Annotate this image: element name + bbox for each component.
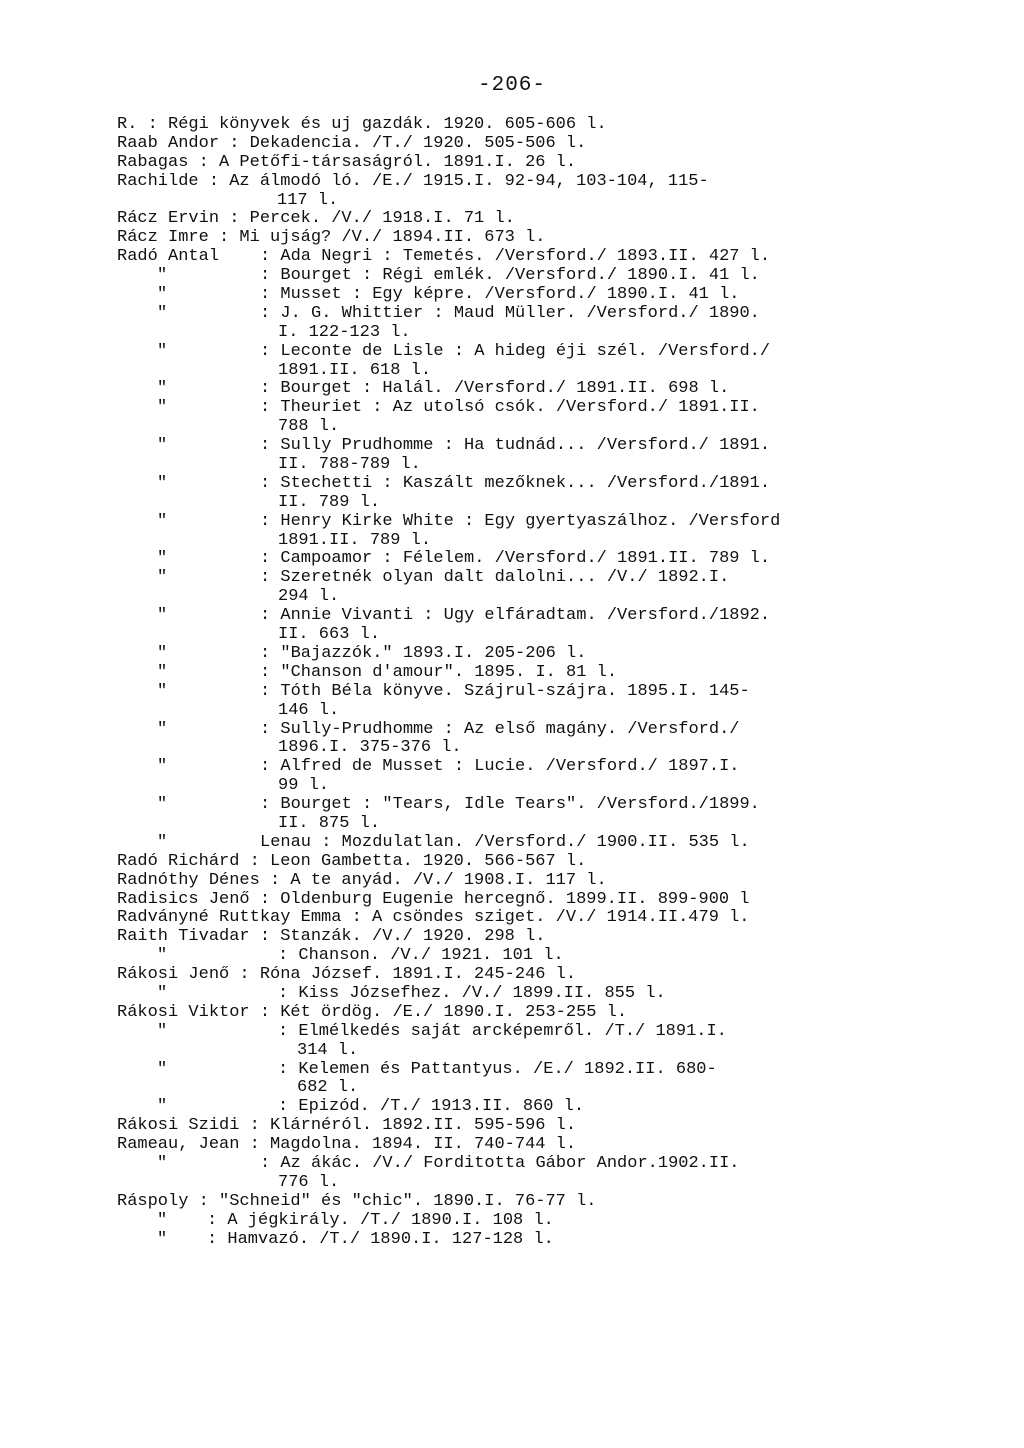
- author-column: ": [157, 795, 168, 815]
- author-column: ": [157, 341, 168, 361]
- index-line: [117, 135, 997, 154]
- entry-text: : "Bajazzók." 1893.I. 205-206 l.: [260, 643, 587, 663]
- author-column: ": [157, 379, 168, 399]
- entry-text: II. 663 l.: [278, 625, 381, 645]
- index-line: [117, 229, 997, 248]
- index-line: [117, 248, 997, 267]
- index-line: [117, 532, 997, 551]
- author-column: ": [157, 266, 168, 286]
- author-column: ": [157, 1153, 168, 1173]
- entry-text: 1891.II. 789 l.: [278, 530, 432, 550]
- entry-text: : "Chanson d'amour". 1895. I. 81 l.: [260, 662, 618, 682]
- author-column: ": [157, 285, 168, 305]
- index-line: [117, 1042, 997, 1061]
- index-line: [117, 947, 997, 966]
- entry-text: : Bourget : "Tears, Idle Tears". /Versford./1899.: [260, 795, 760, 815]
- entry-text: : A jégkirály. /T./ 1890.I. 108 l.: [207, 1210, 554, 1230]
- author-column: ": [157, 662, 168, 682]
- index-line: [117, 721, 997, 740]
- index-line: [117, 607, 997, 626]
- entry-text: : Elmélkedés saját arcképemről. /T./ 1891.I.: [278, 1021, 727, 1041]
- index-line: [117, 1212, 997, 1231]
- author-column: ": [157, 946, 168, 966]
- entry-text: : Ada Negri : Temetés. /Versford./ 1893.II. 427 l.: [260, 247, 771, 267]
- index-line: [117, 1117, 997, 1136]
- index-line: [117, 305, 997, 324]
- entry-text: : Alfred de Musset : Lucie. /Versford./ 1897.I.: [260, 757, 740, 777]
- author-column: ": [157, 511, 168, 531]
- entry-text: 99 l.: [278, 776, 330, 796]
- index-line: [117, 891, 997, 910]
- index-line: [117, 362, 997, 381]
- entry-text: Raab Andor : Dekadencia. /T./ 1920. 505-506 l.: [117, 133, 587, 153]
- index-line: [117, 267, 997, 286]
- index-line: [117, 1004, 997, 1023]
- index-line: [117, 626, 997, 645]
- entry-text: 1896.I. 375-376 l.: [278, 738, 462, 758]
- entry-text: Rákosi Jenő : Róna József. 1891.I. 245-246 l.: [117, 965, 577, 985]
- author-column: ": [157, 398, 168, 418]
- entry-text: Rácz Ervin : Percek. /V./ 1918.I. 71 l.: [117, 209, 515, 229]
- entry-text: : Szeretnék olyan dalt dalolni... /V./ 1892.I.: [260, 568, 730, 588]
- entry-text: Rácz Imre : Mi ujság? /V./ 1894.II. 673 l.: [117, 228, 546, 248]
- index-line: [117, 154, 997, 173]
- author-column: ": [157, 719, 168, 739]
- index-line: [117, 796, 997, 815]
- entry-text: : Leconte de Lisle : A hideg éji szél. /Versford./: [260, 341, 771, 361]
- author-column: ": [157, 1229, 168, 1249]
- index-line: [117, 872, 997, 891]
- index-entries: [117, 116, 997, 1249]
- index-line: [117, 494, 997, 513]
- index-line: [117, 1155, 997, 1174]
- page-number: -206-: [477, 74, 546, 97]
- entry-text: Rachilde : Az álmodó ló. /E./ 1915.I. 92-94, 103-104, 115-: [117, 171, 709, 191]
- index-line: [117, 1079, 997, 1098]
- entry-text: : Henry Kirke White : Egy gyertyaszálhoz. /Versford: [260, 511, 781, 531]
- index-line: [117, 909, 997, 928]
- entry-text: : Hamvazó. /T./ 1890.I. 127-128 l.: [207, 1229, 554, 1249]
- index-line: [117, 966, 997, 985]
- index-line: [117, 550, 997, 569]
- author-column: ": [157, 549, 168, 569]
- entry-text: : Bourget : Halál. /Versford./ 1891.II. 698 l.: [260, 379, 730, 399]
- index-line: [117, 418, 997, 437]
- entry-text: I. 122-123 l.: [278, 322, 411, 342]
- entry-text: : Bourget : Régi emlék. /Versford./ 1890.I. 41 l.: [260, 266, 760, 286]
- entry-text: 294 l.: [278, 587, 340, 607]
- index-line: [117, 343, 997, 362]
- index-line: [117, 739, 997, 758]
- entry-text: : Musset : Egy képre. /Versford./ 1890.I. 41 l.: [260, 285, 740, 305]
- entry-text: 776 l.: [278, 1172, 340, 1192]
- index-line: [117, 1174, 997, 1193]
- entry-text: : J. G. Whittier : Maud Müller. /Versford./ 1890.: [260, 303, 760, 323]
- index-line: [117, 437, 997, 456]
- index-line: [117, 1193, 997, 1212]
- entry-text: : Epizód. /T./ 1913.II. 860 l.: [278, 1097, 585, 1117]
- index-line: [117, 664, 997, 683]
- entry-text: : Az ákác. /V./ Forditotta Gábor Andor.1902.II.: [260, 1153, 740, 1173]
- entry-text: Ráspoly : "Schneid" és "chic". 1890.I. 76-77 l.: [117, 1191, 597, 1211]
- index-line: [117, 513, 997, 532]
- index-line: [117, 1136, 997, 1155]
- author-column: ": [157, 757, 168, 777]
- index-line: [117, 324, 997, 343]
- entry-text: 1891.II. 618 l.: [278, 360, 432, 380]
- index-line: [117, 192, 997, 211]
- entry-text: Radnóthy Dénes : A te anyád. /V./ 1908.I. 117 l.: [117, 870, 607, 890]
- index-line: [117, 286, 997, 305]
- entry-text: : Sully-Prudhomme : Az első magány. /Versford./: [260, 719, 740, 739]
- entry-text: : Kiss Józsefhez. /V./ 1899.II. 855 l.: [278, 983, 666, 1003]
- entry-text: Raith Tivadar : Stanzák. /V./ 1920. 298 l.: [117, 927, 546, 947]
- index-line: [117, 1023, 997, 1042]
- index-line: [117, 645, 997, 664]
- author-column: ": [157, 1210, 168, 1230]
- author-column: ": [157, 983, 168, 1003]
- index-line: [117, 683, 997, 702]
- index-line: [117, 588, 997, 607]
- entry-text: 682 l.: [297, 1078, 359, 1098]
- entry-text: 788 l.: [278, 417, 340, 437]
- entry-text: Rabagas : A Petőfi-társaságról. 1891.I. 26 l.: [117, 152, 577, 172]
- entry-text: : Sully Prudhomme : Ha tudnád... /Versford./ 1891.: [260, 436, 771, 456]
- author-column: ": [157, 681, 168, 701]
- entry-text: Rameau, Jean : Magdolna. 1894. II. 740-744 l.: [117, 1135, 577, 1155]
- index-line: [117, 116, 997, 135]
- author-column: ": [157, 1097, 168, 1117]
- author-column: ": [157, 568, 168, 588]
- index-line: [117, 399, 997, 418]
- index-line: [117, 928, 997, 947]
- author-column: Radó Antal: [117, 247, 220, 267]
- index-line: [117, 1231, 997, 1250]
- index-line: [117, 758, 997, 777]
- index-line: [117, 456, 997, 475]
- index-line: [117, 853, 997, 872]
- author-column: ": [157, 606, 168, 626]
- entry-text: : Kelemen és Pattantyus. /E./ 1892.II. 680-: [278, 1059, 717, 1079]
- author-column: ": [157, 473, 168, 493]
- entry-text: : Annie Vivanti : Ugy elfáradtam. /Versford./1892.: [260, 606, 771, 626]
- entry-text: : Stechetti : Kaszált mezőknek... /Versford./1891.: [260, 473, 771, 493]
- entry-text: 117 l.: [277, 190, 339, 210]
- index-line: [117, 985, 997, 1004]
- entry-text: : Tóth Béla könyve. Szájrul-szájra. 1895.I. 145-: [260, 681, 750, 701]
- index-line: [117, 380, 997, 399]
- entry-text: R. : Régi könyvek és uj gazdák. 1920. 605-606 l.: [117, 115, 607, 134]
- entry-text: II. 789 l.: [278, 492, 381, 512]
- index-line: [117, 569, 997, 588]
- entry-text: Lenau : Mozdulatlan. /Versford./ 1900.II. 535 l.: [260, 832, 750, 852]
- index-line: [117, 834, 997, 853]
- index-line: [117, 210, 997, 229]
- entry-text: II. 788-789 l.: [278, 455, 421, 475]
- entry-text: II. 875 l.: [278, 813, 381, 833]
- entry-text: Radó Richárd : Leon Gambetta. 1920. 566-567 l.: [117, 851, 587, 871]
- entry-text: 146 l.: [278, 700, 340, 720]
- entry-text: : Campoamor : Félelem. /Versford./ 1891.II. 789 l.: [260, 549, 771, 569]
- author-column: ": [157, 832, 168, 852]
- index-line: [117, 815, 997, 834]
- index-line: [117, 777, 997, 796]
- entry-text: 314 l.: [297, 1040, 359, 1060]
- author-column: ": [157, 1059, 168, 1079]
- index-line: [117, 173, 997, 192]
- entry-text: Rákosi Szidi : Klárnéról. 1892.II. 595-596 l.: [117, 1116, 577, 1136]
- index-line: [117, 702, 997, 721]
- author-column: ": [157, 436, 168, 456]
- index-line: [117, 475, 997, 494]
- author-column: ": [157, 643, 168, 663]
- entry-text: Radisics Jenő : Oldenburg Eugenie hercegnő. 1899.II. 899-900 l: [117, 889, 750, 909]
- entry-text: : Chanson. /V./ 1921. 101 l.: [278, 946, 564, 966]
- entry-text: : Theuriet : Az utolsó csók. /Versford./ 1891.II.: [260, 398, 760, 418]
- index-line: [117, 1061, 997, 1080]
- entry-text: Radványné Ruttkay Emma : A csöndes sziget. /V./ 1914.II.479 l.: [117, 908, 750, 928]
- author-column: ": [157, 303, 168, 323]
- entry-text: Rákosi Viktor : Két ördög. /E./ 1890.I. 253-255 l.: [117, 1002, 628, 1022]
- author-column: ": [157, 1021, 168, 1041]
- index-line: [117, 1098, 997, 1117]
